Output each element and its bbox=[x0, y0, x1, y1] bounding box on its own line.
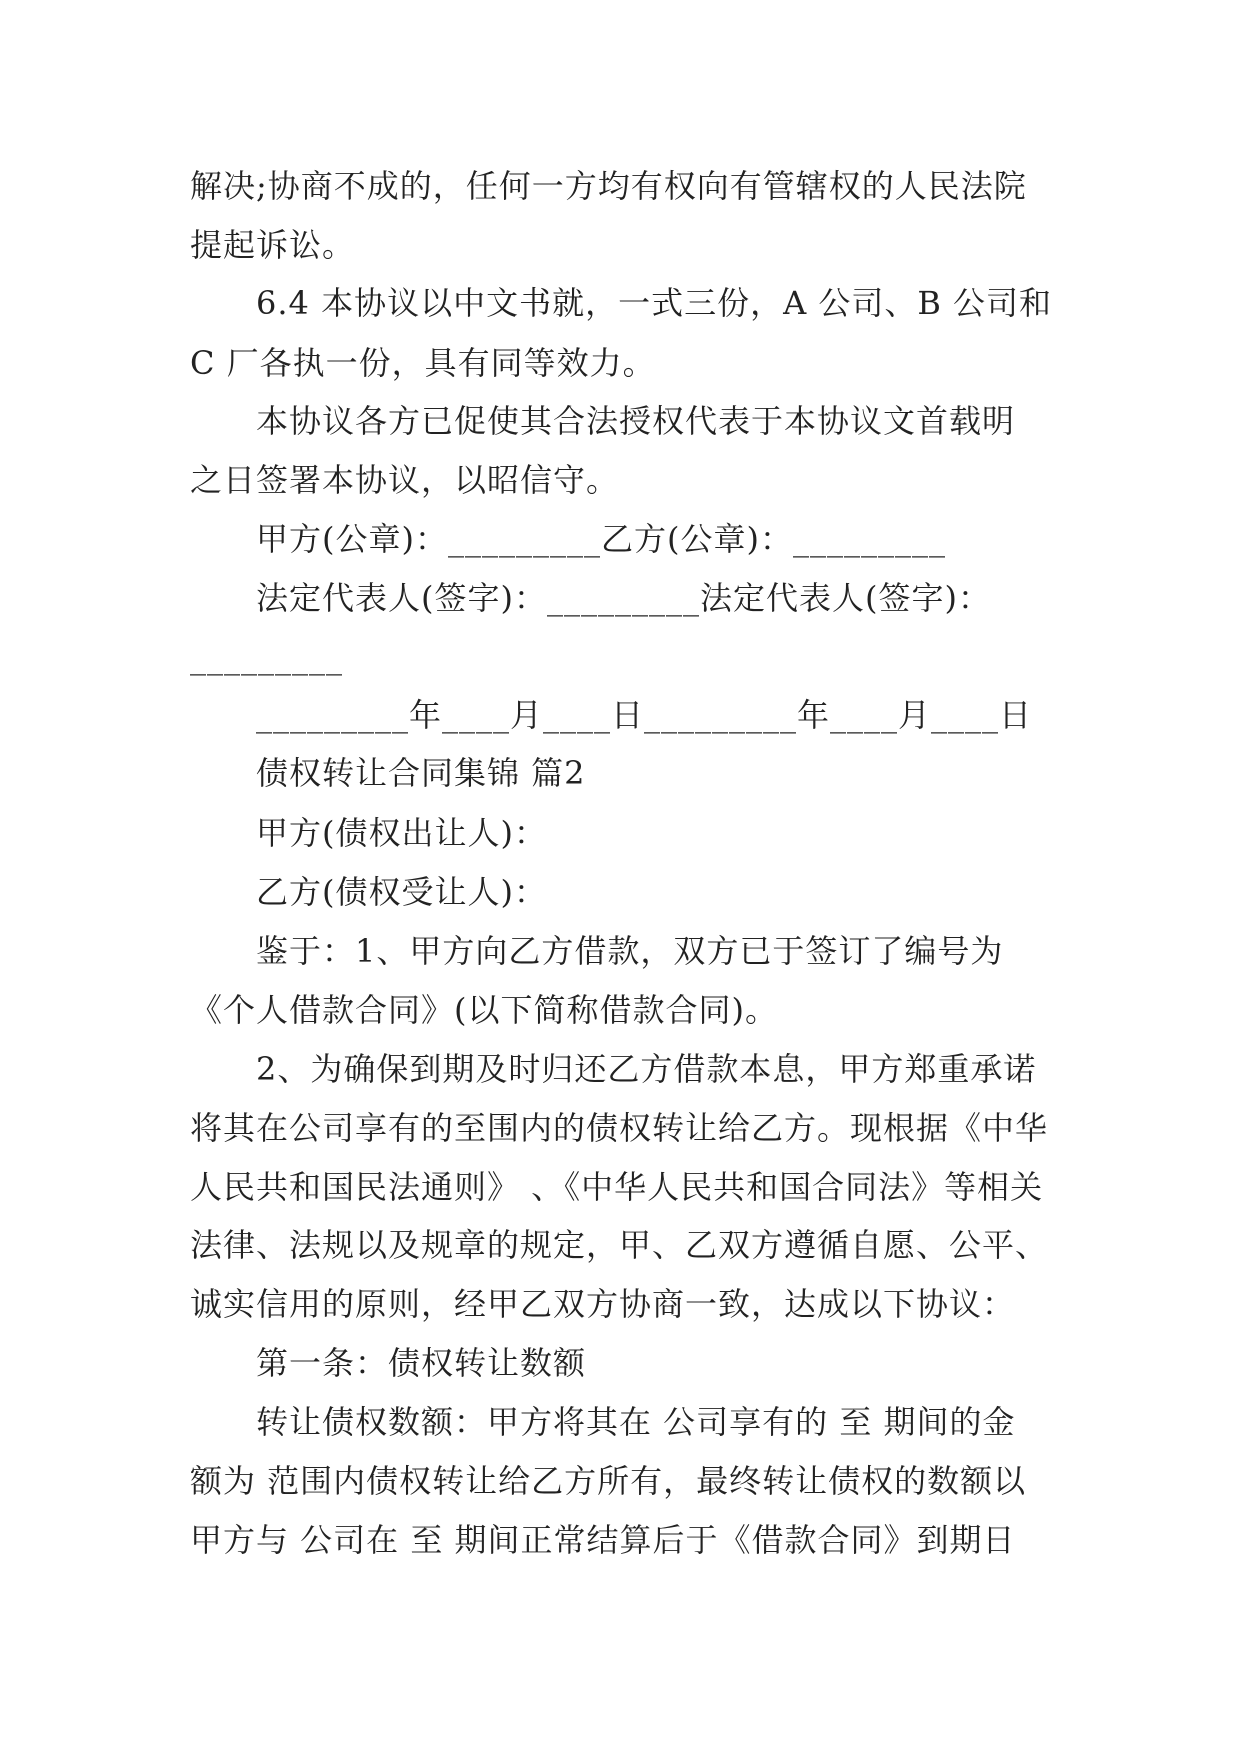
paragraph-line: 本协议各方已促使其合法授权代表于本协议文首载明 bbox=[256, 402, 1016, 440]
section-title: 债权转让合同集锦 篇2 bbox=[256, 754, 586, 792]
paragraph-line: C 厂各执一份，具有同等效力。 bbox=[190, 344, 656, 382]
signature-line-seals: 甲方(公章)：_________乙方(公章)：_________ bbox=[256, 520, 946, 558]
party-b-line: 乙方(债权受让人)： bbox=[256, 873, 547, 911]
party-a-line: 甲方(债权出让人)： bbox=[256, 814, 547, 852]
paragraph-line: 《个人借款合同》(以下简称借款合同)。 bbox=[190, 991, 778, 1029]
paragraph-line: 甲方与 公司在 至 期间正常结算后于《借款合同》到期日 bbox=[190, 1521, 1016, 1559]
paragraph-line: 法律、法规以及规章的规定，甲、乙双方遵循自愿、公平、 bbox=[190, 1226, 1049, 1264]
paragraph-line: 鉴于：1、甲方向乙方借款，双方已于签订了编号为 bbox=[256, 932, 1004, 970]
paragraph-line: 诚实信用的原则，经甲乙双方协商一致，达成以下协议： bbox=[190, 1285, 1016, 1323]
paragraph-line: 解决;协商不成的，任何一方均有权向有管辖权的人民法院 bbox=[190, 167, 1027, 205]
paragraph-line: 提起诉讼。 bbox=[190, 226, 356, 264]
date-line: _________年____月____日_________年____月____日 bbox=[256, 696, 1033, 734]
paragraph-line: 人民共和国民法通则》 、《中华人民共和国合同法》等相关 bbox=[190, 1168, 1044, 1206]
paragraph-line: 之日签署本协议，以昭信守。 bbox=[190, 461, 620, 499]
article-heading: 第一条：债权转让数额 bbox=[256, 1344, 587, 1382]
signature-line-representatives: 法定代表人(签字)：_________法定代表人(签字)： bbox=[256, 579, 991, 617]
paragraph-line: 6.4 本协议以中文书就，一式三份，A 公司、B 公司和 bbox=[256, 284, 1053, 322]
signature-blank: _________ bbox=[190, 638, 343, 676]
paragraph-line: 2、为确保到期及时归还乙方借款本息，甲方郑重承诺 bbox=[256, 1050, 1037, 1088]
paragraph-line: 额为 范围内债权转让给乙方所有，最终转让债权的数额以 bbox=[190, 1462, 1027, 1500]
paragraph-line: 转让债权数额：甲方将其在 公司享有的 至 期间的金 bbox=[256, 1403, 1016, 1441]
paragraph-line: 将其在公司享有的至围内的债权转让给乙方。现根据《中华 bbox=[190, 1109, 1049, 1147]
